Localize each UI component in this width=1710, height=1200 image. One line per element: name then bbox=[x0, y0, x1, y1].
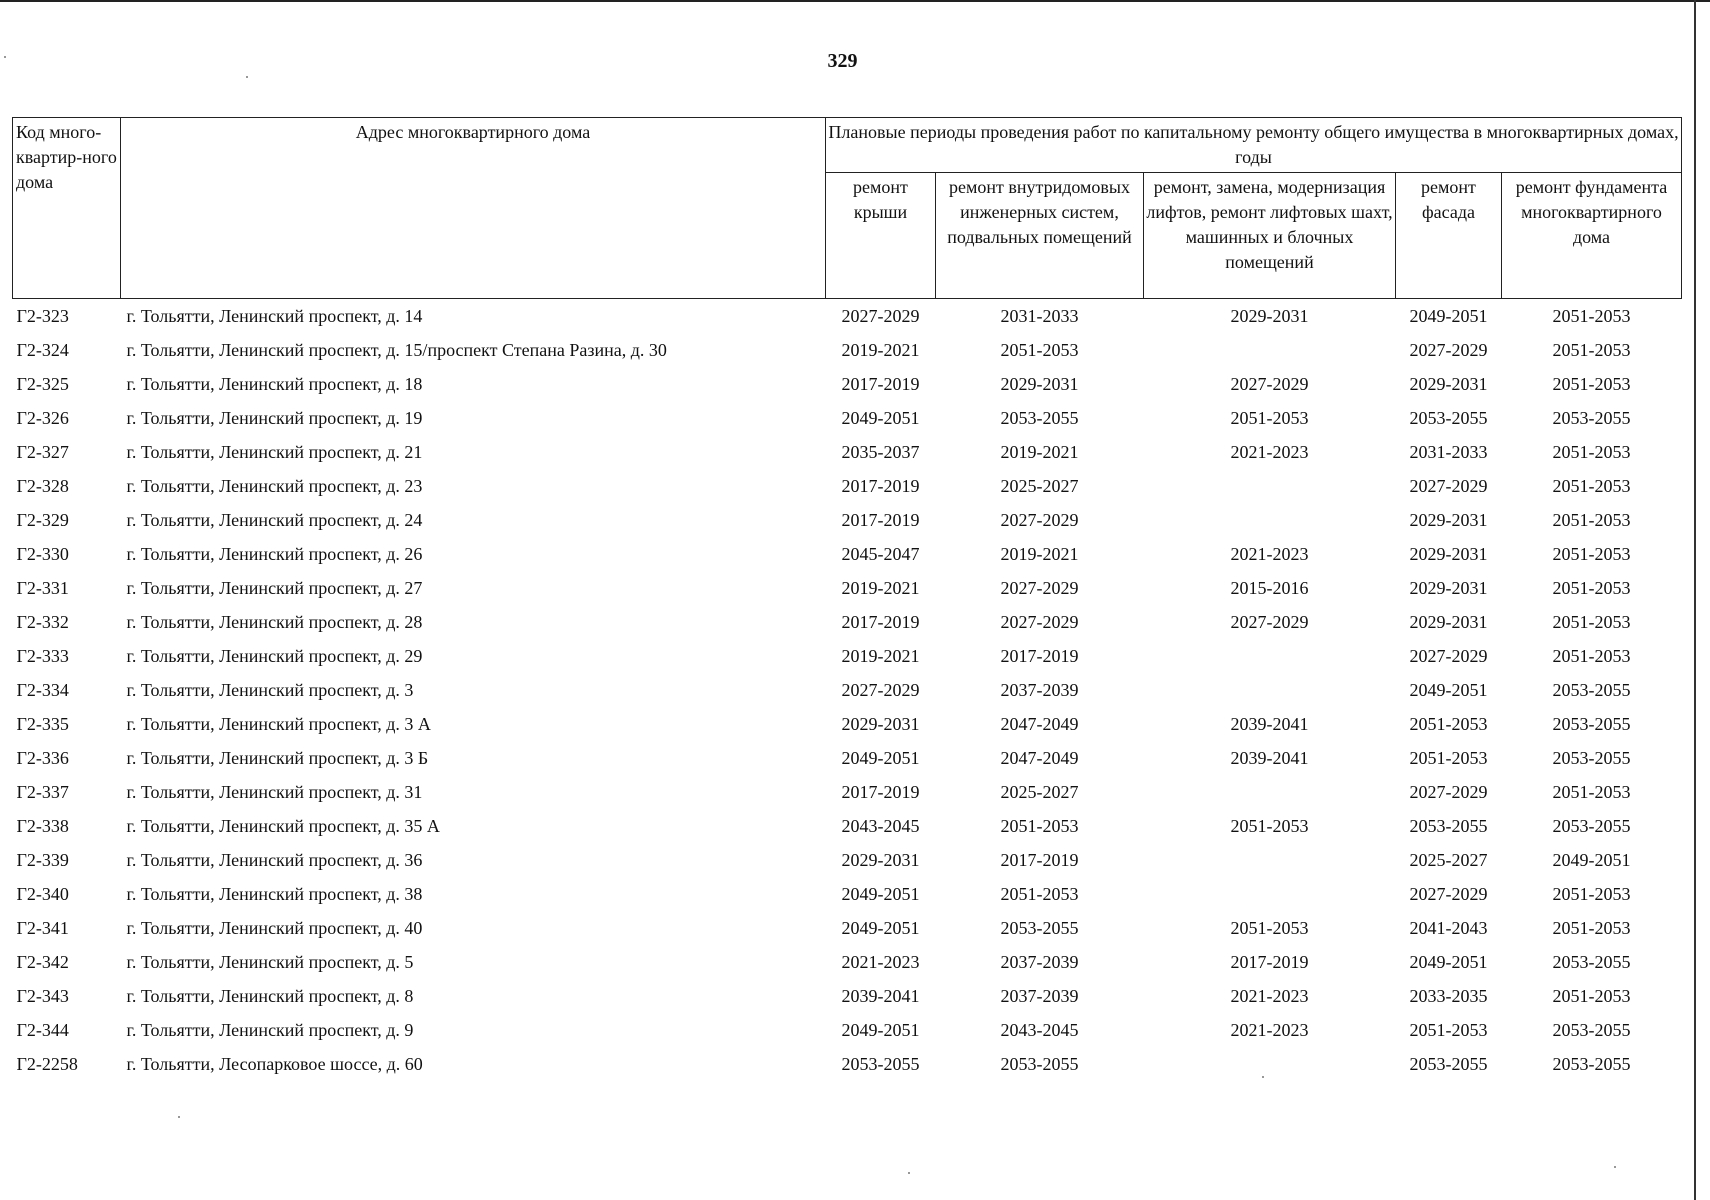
cell-facade: 2027-2029 bbox=[1409, 782, 1488, 802]
cell-engineering: 2037-2039 bbox=[1000, 986, 1079, 1006]
cell-facade: 2031-2033 bbox=[1409, 442, 1488, 462]
table-row bbox=[13, 979, 1682, 1013]
header-code: Код много-квартир-ного дома bbox=[13, 118, 121, 299]
cell-foundation: 2053-2055 bbox=[1552, 1054, 1631, 1074]
scan-speck bbox=[178, 1116, 180, 1118]
cell-roof: 2019-2021 bbox=[841, 578, 920, 598]
table-row bbox=[13, 367, 1682, 401]
cell-foundation: 2051-2053 bbox=[1552, 340, 1631, 360]
cell-foundation: 2051-2053 bbox=[1552, 986, 1631, 1006]
cell-elevator: 2015-2016 bbox=[1230, 578, 1309, 598]
cell-elevator: 2029-2031 bbox=[1230, 306, 1309, 326]
cell-foundation: 2051-2053 bbox=[1552, 510, 1631, 530]
cell-elevator: 2021-2023 bbox=[1230, 986, 1309, 1006]
cell-foundation: 2053-2055 bbox=[1552, 816, 1631, 836]
cell-code: Г2-336 bbox=[16, 748, 69, 768]
cell-foundation: 2051-2053 bbox=[1552, 442, 1631, 462]
cell-elevator: 2017-2019 bbox=[1230, 952, 1309, 972]
cell-foundation: 2051-2053 bbox=[1552, 476, 1631, 496]
cell-code: Г2-334 bbox=[16, 680, 69, 700]
table-row bbox=[13, 843, 1682, 877]
cell-facade: 2027-2029 bbox=[1409, 476, 1488, 496]
table-header bbox=[13, 118, 1682, 299]
cell-code: Г2-338 bbox=[16, 816, 69, 836]
cell-facade: 2053-2055 bbox=[1409, 1054, 1488, 1074]
cell-foundation: 2051-2053 bbox=[1552, 612, 1631, 632]
cell-address: г. Тольятти, Ленинский проспект, д. 8 bbox=[126, 986, 414, 1006]
cell-elevator bbox=[1144, 673, 1396, 707]
cell-roof: 2029-2031 bbox=[841, 850, 920, 870]
cell-foundation: 2051-2053 bbox=[1552, 306, 1631, 326]
cell-engineering: 2053-2055 bbox=[1000, 1054, 1079, 1074]
cell-address: г. Тольятти, Ленинский проспект, д. 27 bbox=[126, 578, 423, 598]
cell-address: г. Тольятти, Ленинский проспект, д. 24 bbox=[126, 510, 423, 530]
cell-foundation: 2051-2053 bbox=[1552, 884, 1631, 904]
cell-facade: 2049-2051 bbox=[1409, 680, 1488, 700]
cell-roof: 2049-2051 bbox=[841, 748, 920, 768]
cell-foundation: 2051-2053 bbox=[1552, 918, 1631, 938]
cell-code: Г2-343 bbox=[16, 986, 69, 1006]
cell-address: г. Тольятти, Ленинский проспект, д. 14 bbox=[126, 306, 423, 326]
cell-address: г. Тольятти, Ленинский проспект, д. 38 bbox=[126, 884, 423, 904]
cell-foundation: 2053-2055 bbox=[1552, 952, 1631, 972]
table-row bbox=[13, 707, 1682, 741]
cell-foundation: 2053-2055 bbox=[1552, 1020, 1631, 1040]
cell-elevator: 2039-2041 bbox=[1230, 714, 1309, 734]
table-row bbox=[13, 945, 1682, 979]
cell-foundation: 2051-2053 bbox=[1552, 782, 1631, 802]
table-body bbox=[13, 299, 1682, 1082]
scan-speck bbox=[4, 56, 6, 58]
table-row bbox=[13, 877, 1682, 911]
cell-address: г. Тольятти, Ленинский проспект, д. 18 bbox=[126, 374, 423, 394]
cell-foundation: 2053-2055 bbox=[1552, 680, 1631, 700]
cell-elevator bbox=[1144, 503, 1396, 537]
cell-engineering: 2019-2021 bbox=[1000, 442, 1079, 462]
cell-address: г. Тольятти, Ленинский проспект, д. 5 bbox=[126, 952, 414, 972]
cell-address: г. Тольятти, Ленинский проспект, д. 3 А bbox=[126, 714, 431, 734]
table-row bbox=[13, 741, 1682, 775]
cell-code: Г2-333 bbox=[16, 646, 69, 666]
cell-address: г. Тольятти, Ленинский проспект, д. 29 bbox=[126, 646, 423, 666]
cell-address: г. Тольятти, Ленинский проспект, д. 23 bbox=[126, 476, 423, 496]
cell-code: Г2-342 bbox=[16, 952, 69, 972]
cell-foundation: 2049-2051 bbox=[1552, 850, 1631, 870]
cell-roof: 2019-2021 bbox=[841, 646, 920, 666]
cell-roof: 2027-2029 bbox=[841, 306, 920, 326]
cell-elevator: 2021-2023 bbox=[1230, 544, 1309, 564]
cell-code: Г2-340 bbox=[16, 884, 69, 904]
cell-roof: 2053-2055 bbox=[841, 1054, 920, 1074]
cell-elevator: 2021-2023 bbox=[1230, 442, 1309, 462]
table-row bbox=[13, 775, 1682, 809]
table-row bbox=[13, 333, 1682, 367]
cell-elevator: 2051-2053 bbox=[1230, 408, 1309, 428]
cell-engineering: 2027-2029 bbox=[1000, 578, 1079, 598]
cell-code: Г2-332 bbox=[16, 612, 69, 632]
table-row bbox=[13, 469, 1682, 503]
cell-address: г. Тольятти, Ленинский проспект, д. 31 bbox=[126, 782, 423, 802]
cell-facade: 2025-2027 bbox=[1409, 850, 1488, 870]
cell-foundation: 2051-2053 bbox=[1552, 544, 1631, 564]
cell-code: Г2-324 bbox=[16, 340, 69, 360]
cell-elevator: 2051-2053 bbox=[1230, 918, 1309, 938]
cell-address: г. Тольятти, Ленинский проспект, д. 19 bbox=[126, 408, 423, 428]
page-number: 329 bbox=[827, 50, 858, 72]
cell-address: г. Тольятти, Ленинский проспект, д. 26 bbox=[126, 544, 423, 564]
cell-roof: 2049-2051 bbox=[841, 918, 920, 938]
cell-facade: 2053-2055 bbox=[1409, 408, 1488, 428]
table-row bbox=[13, 401, 1682, 435]
table-row bbox=[13, 435, 1682, 469]
cell-engineering: 2017-2019 bbox=[1000, 646, 1079, 666]
table-row bbox=[13, 911, 1682, 945]
cell-facade: 2049-2051 bbox=[1409, 952, 1488, 972]
header-facade: ремонт фасада bbox=[1396, 173, 1502, 299]
cell-roof: 2045-2047 bbox=[841, 544, 920, 564]
cell-address: г. Тольятти, Ленинский проспект, д. 21 bbox=[126, 442, 423, 462]
cell-address: г. Тольятти, Ленинский проспект, д. 9 bbox=[126, 1020, 414, 1040]
table-row bbox=[13, 639, 1682, 673]
right-border-line bbox=[1694, 0, 1696, 1200]
cell-facade: 2027-2029 bbox=[1409, 340, 1488, 360]
cell-elevator bbox=[1144, 333, 1396, 367]
cell-code: Г2-331 bbox=[16, 578, 69, 598]
cell-elevator: 2027-2029 bbox=[1230, 612, 1309, 632]
cell-roof: 2017-2019 bbox=[841, 374, 920, 394]
cell-facade: 2051-2053 bbox=[1409, 1020, 1488, 1040]
cell-elevator bbox=[1144, 1047, 1396, 1081]
table-row bbox=[13, 503, 1682, 537]
cell-engineering: 2037-2039 bbox=[1000, 952, 1079, 972]
cell-code: Г2-326 bbox=[16, 408, 69, 428]
cell-code: Г2-330 bbox=[16, 544, 69, 564]
cell-facade: 2027-2029 bbox=[1409, 646, 1488, 666]
cell-roof: 2017-2019 bbox=[841, 476, 920, 496]
header-foundation: ремонт фундамента многоквартирного дома bbox=[1502, 173, 1682, 299]
cell-facade: 2041-2043 bbox=[1409, 918, 1488, 938]
cell-engineering: 2029-2031 bbox=[1000, 374, 1079, 394]
cell-engineering: 2031-2033 bbox=[1000, 306, 1079, 326]
cell-address: г. Тольятти, Ленинский проспект, д. 36 bbox=[126, 850, 423, 870]
scan-speck bbox=[1614, 1166, 1616, 1168]
cell-engineering: 2053-2055 bbox=[1000, 408, 1079, 428]
cell-facade: 2033-2035 bbox=[1409, 986, 1488, 1006]
cell-engineering: 2047-2049 bbox=[1000, 748, 1079, 768]
cell-foundation: 2053-2055 bbox=[1552, 714, 1631, 734]
cell-engineering: 2047-2049 bbox=[1000, 714, 1079, 734]
cell-roof: 2049-2051 bbox=[841, 884, 920, 904]
cell-foundation: 2053-2055 bbox=[1552, 408, 1631, 428]
cell-address: г. Тольятти, Ленинский проспект, д. 35 А bbox=[126, 816, 440, 836]
cell-elevator bbox=[1144, 469, 1396, 503]
cell-foundation: 2051-2053 bbox=[1552, 374, 1631, 394]
cell-facade: 2053-2055 bbox=[1409, 816, 1488, 836]
header-roof: ремонт крыши bbox=[826, 173, 936, 299]
cell-engineering: 2053-2055 bbox=[1000, 918, 1079, 938]
table-row bbox=[13, 537, 1682, 571]
header-address: Адрес многоквартирного дома bbox=[121, 118, 826, 299]
header-engineering: ремонт внутридомовых инженерных систем, подвальных помещений bbox=[936, 173, 1144, 299]
cell-code: Г2-327 bbox=[16, 442, 69, 462]
cell-address: г. Тольятти, Ленинский проспект, д. 3 Б bbox=[126, 748, 429, 768]
cell-roof: 2021-2023 bbox=[841, 952, 920, 972]
cell-code: Г2-339 bbox=[16, 850, 69, 870]
cell-facade: 2049-2051 bbox=[1409, 306, 1488, 326]
cell-address: г. Тольятти, Ленинский проспект, д. 3 bbox=[126, 680, 414, 700]
cell-engineering: 2019-2021 bbox=[1000, 544, 1079, 564]
cell-address: г. Тольятти, Ленинский проспект, д. 40 bbox=[126, 918, 423, 938]
capital-repair-table bbox=[12, 117, 1682, 1081]
cell-roof: 2017-2019 bbox=[841, 612, 920, 632]
header-elevator: ремонт, замена, модернизация лифтов, ремонт лифтовых шахт, машинных и блочных помещений bbox=[1144, 173, 1396, 299]
cell-roof: 2039-2041 bbox=[841, 986, 920, 1006]
cell-engineering: 2051-2053 bbox=[1000, 340, 1079, 360]
table-row bbox=[13, 673, 1682, 707]
cell-engineering: 2051-2053 bbox=[1000, 884, 1079, 904]
cell-facade: 2029-2031 bbox=[1409, 374, 1488, 394]
scan-speck bbox=[908, 1172, 910, 1174]
cell-engineering: 2027-2029 bbox=[1000, 612, 1079, 632]
cell-elevator bbox=[1144, 775, 1396, 809]
cell-address: г. Тольятти, Лесопарковое шоссе, д. 60 bbox=[126, 1054, 423, 1074]
cell-facade: 2027-2029 bbox=[1409, 884, 1488, 904]
cell-foundation: 2053-2055 bbox=[1552, 748, 1631, 768]
cell-roof: 2049-2051 bbox=[841, 1020, 920, 1040]
table-row bbox=[13, 809, 1682, 843]
cell-code: Г2-328 bbox=[16, 476, 69, 496]
cell-facade: 2051-2053 bbox=[1409, 714, 1488, 734]
cell-code: Г2-323 bbox=[16, 306, 69, 326]
cell-code: Г2-325 bbox=[16, 374, 69, 394]
cell-roof: 2049-2051 bbox=[841, 408, 920, 428]
cell-address: г. Тольятти, Ленинский проспект, д. 28 bbox=[126, 612, 423, 632]
table-row bbox=[13, 605, 1682, 639]
cell-roof: 2017-2019 bbox=[841, 510, 920, 530]
cell-code: Г2-337 bbox=[16, 782, 69, 802]
cell-facade: 2029-2031 bbox=[1409, 578, 1488, 598]
cell-foundation: 2051-2053 bbox=[1552, 646, 1631, 666]
table-row bbox=[13, 1013, 1682, 1047]
cell-address: г. Тольятти, Ленинский проспект, д. 15/проспект Степана Разина, д. 30 bbox=[126, 340, 667, 360]
cell-roof: 2019-2021 bbox=[841, 340, 920, 360]
cell-facade: 2029-2031 bbox=[1409, 544, 1488, 564]
table-row bbox=[13, 571, 1682, 605]
cell-facade: 2051-2053 bbox=[1409, 748, 1488, 768]
cell-engineering: 2051-2053 bbox=[1000, 816, 1079, 836]
header-planned-periods: Плановые периоды проведения работ по капитальному ремонту общего имущества в многоквартирных домах, годы bbox=[826, 118, 1682, 173]
cell-engineering: 2017-2019 bbox=[1000, 850, 1079, 870]
table-row bbox=[13, 299, 1682, 334]
cell-engineering: 2043-2045 bbox=[1000, 1020, 1079, 1040]
cell-facade: 2029-2031 bbox=[1409, 510, 1488, 530]
cell-engineering: 2027-2029 bbox=[1000, 510, 1079, 530]
cell-engineering: 2025-2027 bbox=[1000, 476, 1079, 496]
cell-foundation: 2051-2053 bbox=[1552, 578, 1631, 598]
cell-code: Г2-329 bbox=[16, 510, 69, 530]
top-border-line bbox=[0, 0, 1710, 2]
cell-roof: 2027-2029 bbox=[841, 680, 920, 700]
cell-elevator: 2021-2023 bbox=[1230, 1020, 1309, 1040]
cell-code: Г2-341 bbox=[16, 918, 69, 938]
table-row bbox=[13, 1047, 1682, 1081]
cell-code: Г2-335 bbox=[16, 714, 69, 734]
scan-speck bbox=[246, 76, 248, 78]
cell-facade: 2029-2031 bbox=[1409, 612, 1488, 632]
cell-elevator bbox=[1144, 639, 1396, 673]
cell-elevator: 2051-2053 bbox=[1230, 816, 1309, 836]
cell-roof: 2029-2031 bbox=[841, 714, 920, 734]
cell-elevator: 2039-2041 bbox=[1230, 748, 1309, 768]
cell-elevator: 2027-2029 bbox=[1230, 374, 1309, 394]
cell-code: Г2-344 bbox=[16, 1020, 69, 1040]
cell-engineering: 2037-2039 bbox=[1000, 680, 1079, 700]
cell-elevator bbox=[1144, 843, 1396, 877]
cell-roof: 2017-2019 bbox=[841, 782, 920, 802]
cell-engineering: 2025-2027 bbox=[1000, 782, 1079, 802]
cell-roof: 2035-2037 bbox=[841, 442, 920, 462]
cell-code: Г2-2258 bbox=[16, 1054, 78, 1074]
cell-elevator bbox=[1144, 877, 1396, 911]
cell-roof: 2043-2045 bbox=[841, 816, 920, 836]
scan-speck bbox=[1262, 1076, 1264, 1078]
